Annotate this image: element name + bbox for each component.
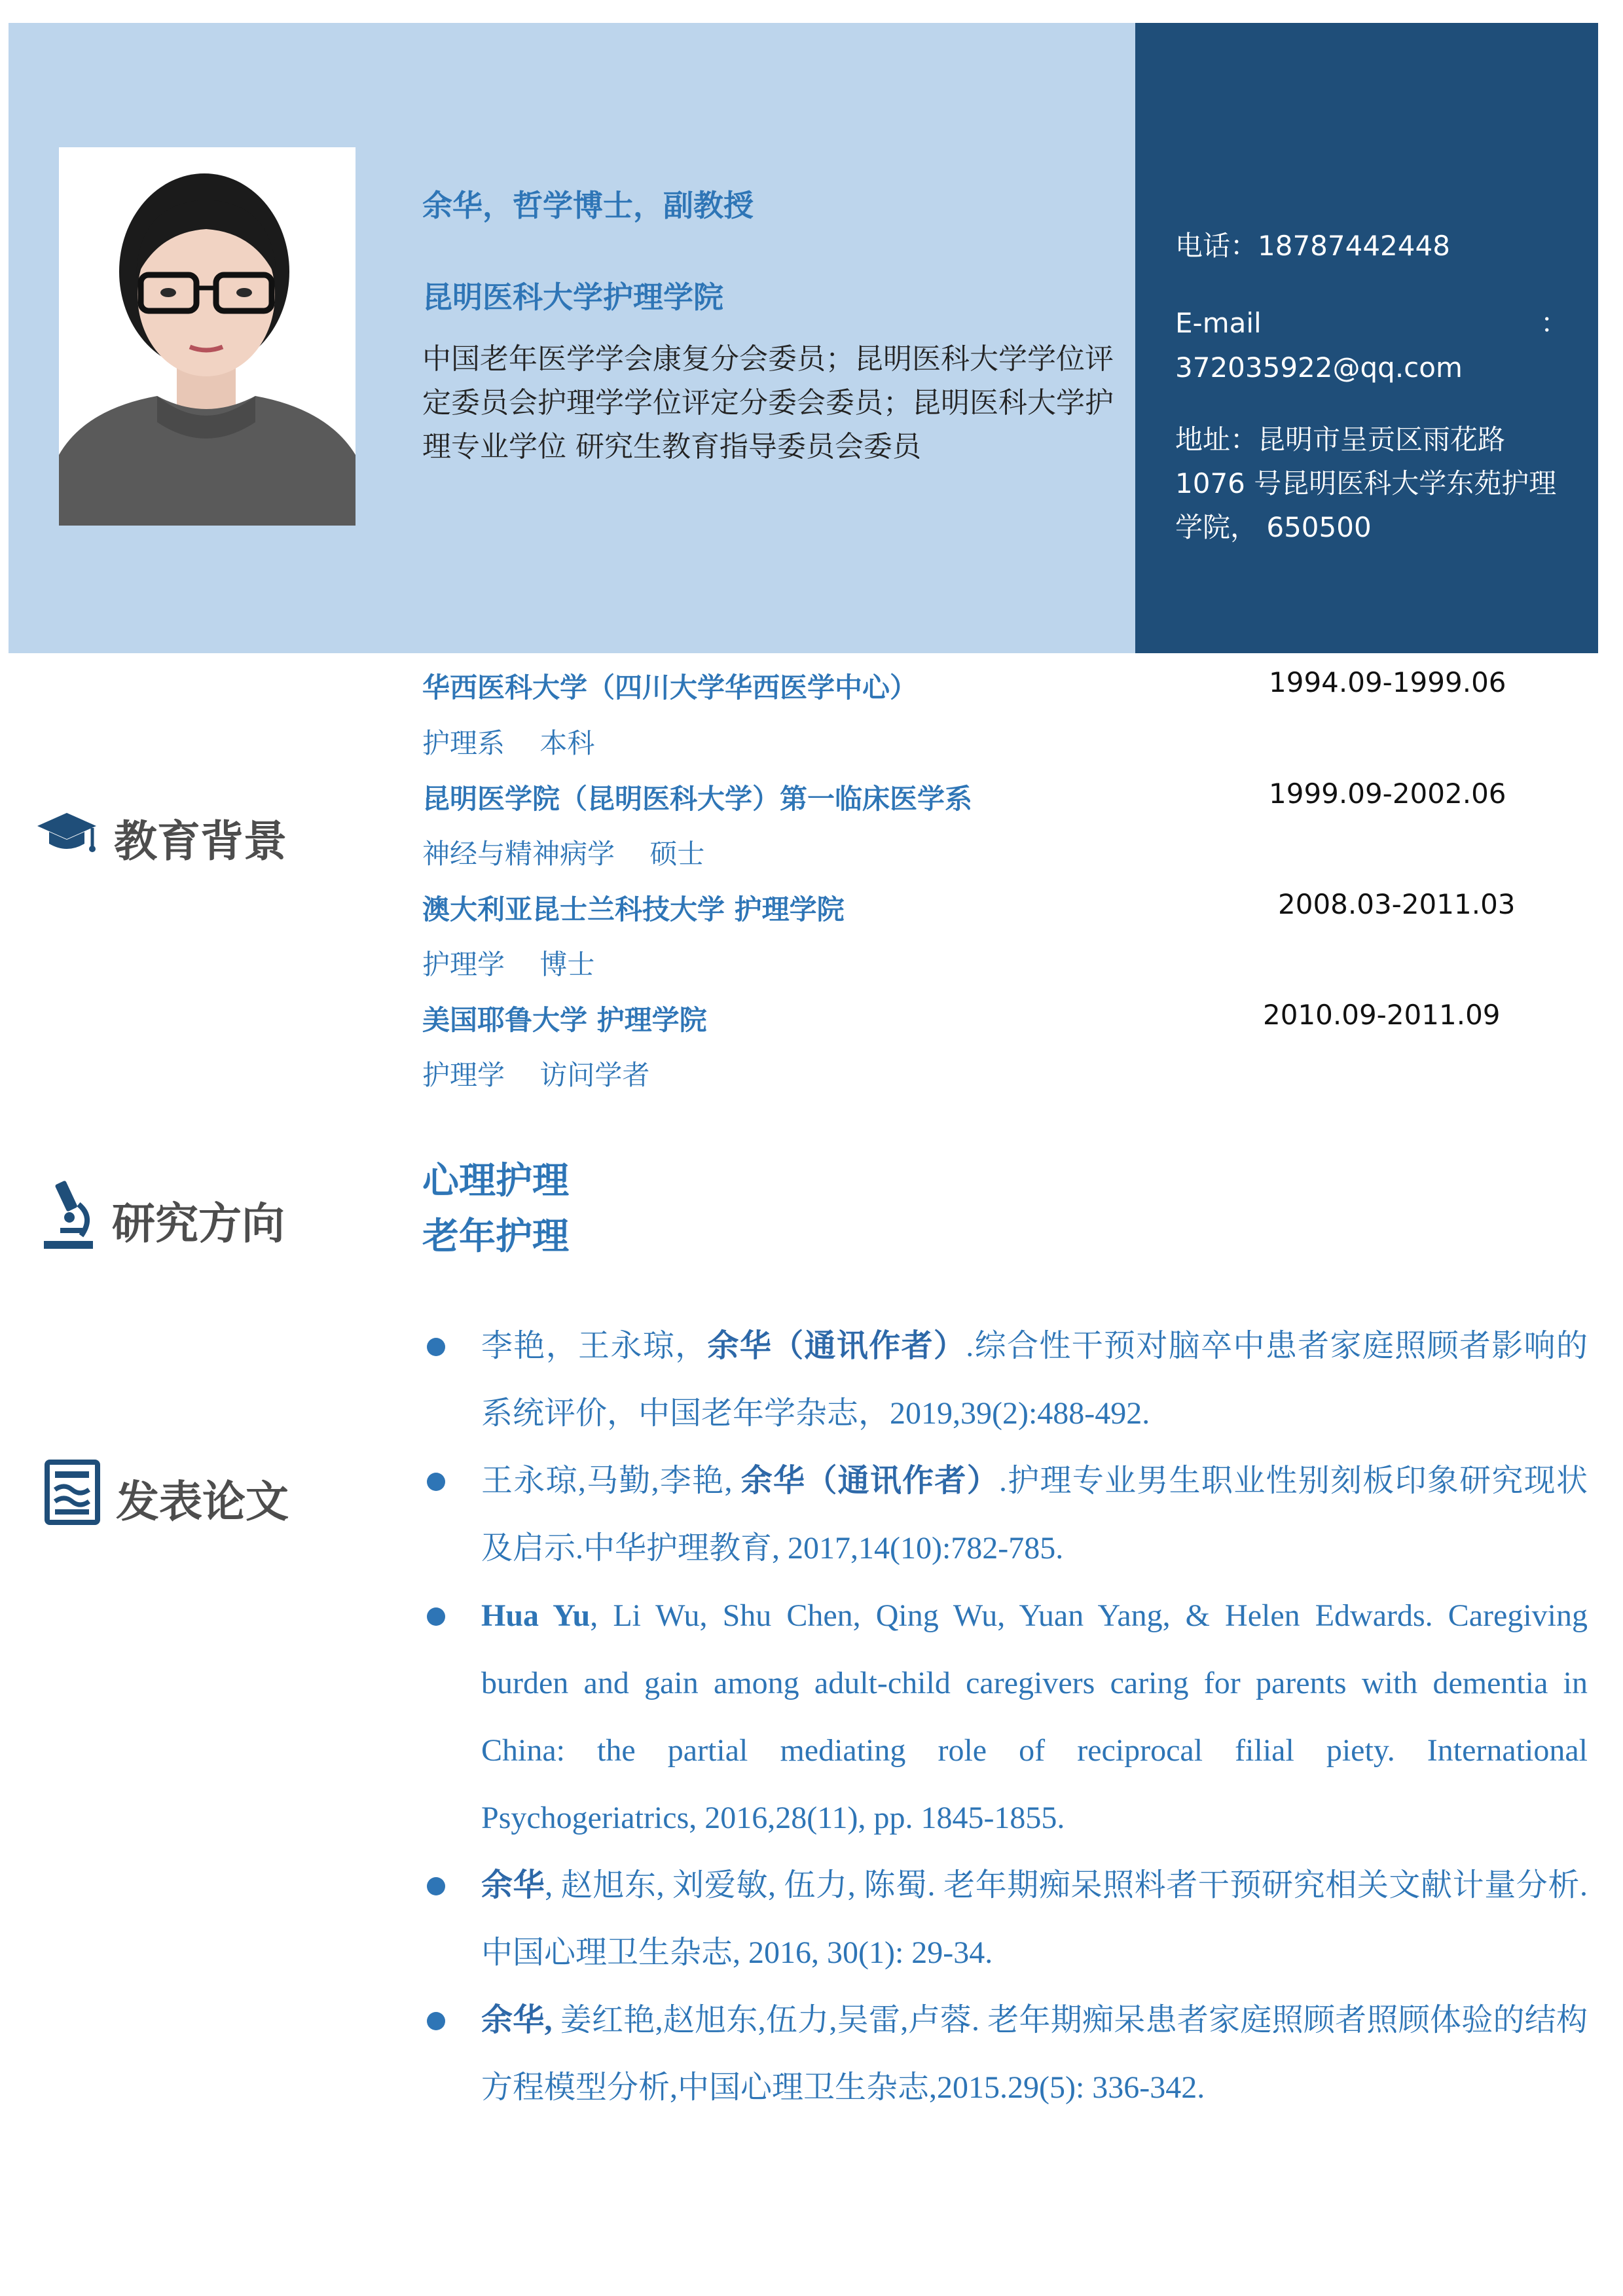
- edu-degree: 神经与精神病学 硕士: [422, 838, 705, 870]
- publication-item: [422, 1986, 1588, 2121]
- pub-highlight-author: 余华（通讯作者）: [707, 1329, 966, 1363]
- publication-item: [422, 1852, 1588, 1986]
- bullet-icon: [427, 2012, 445, 2030]
- email-value[interactable]: 372035922@qq.com: [1175, 351, 1463, 384]
- pub-citation: 姜红艳,赵旭东,伍力,吴雷,卢蓉. 老年期痴呆患者家庭照顾者照顾体验的结构方程模型分析,中国心理卫生杂志,2015.29(5): 336-342.: [481, 2003, 1588, 2105]
- email-colon: ：: [1540, 307, 1568, 339]
- edu-school: 华西医科大学（四川大学华西医学中心）: [422, 672, 918, 704]
- edu-degree: 护理系 本科: [422, 727, 595, 759]
- publication-item: [422, 1312, 1588, 1447]
- address-text: 地址：昆明市呈贡区雨花路1076 号昆明医科大学东苑护理学院， 650500: [1175, 423, 1557, 543]
- email-block: [1175, 301, 1568, 390]
- pub-authors: 王永琼,马勤,李艳,: [481, 1463, 741, 1498]
- publication-item: [422, 1582, 1588, 1852]
- section-education: [36, 806, 287, 869]
- graduation-cap-icon: [36, 810, 114, 866]
- research-direction: 心理护理: [422, 1160, 569, 1202]
- publication-list: [422, 1312, 1588, 2121]
- section-publications: [45, 1460, 289, 1535]
- pub-highlight-author: Hua Yu: [481, 1598, 591, 1633]
- pub-citation: .综合性干预对脑卒中患者家庭照顾者影响的系统评价，中国老年学杂志，2019,39(2):488-492.: [481, 1329, 1588, 1431]
- pub-citation: .护理专业男生职业性别刻板印象研究现状及启示.中华护理教育, 2017,14(10):782-785.: [481, 1463, 1588, 1566]
- phone-text: 电话：18787442448: [1175, 230, 1450, 262]
- publication-item: [422, 1447, 1588, 1582]
- pub-highlight-author: 余华,: [481, 2003, 553, 2037]
- roles-text: 中国老年医学学会康复分会委员；昆明医科大学学位评定委员会护理学学位评定分委会委员；昆明医科大学护理专业学位 研究生教育指导委员会委员: [422, 342, 1114, 463]
- pub-highlight-author: 余华: [481, 1868, 545, 1903]
- edu-date: 1994.09-1999.06: [1269, 666, 1506, 698]
- document-icon: [45, 1460, 116, 1535]
- bullet-icon: [427, 1338, 445, 1356]
- edu-school: 澳大利亚昆士兰科技大学 护理学院: [422, 893, 845, 925]
- institution: 昆明医科大学护理学院: [422, 279, 723, 315]
- email-label: E-mail: [1175, 307, 1262, 339]
- bullet-icon: [427, 1473, 445, 1491]
- section-research: [41, 1178, 285, 1261]
- research-direction: 老年护理: [422, 1215, 569, 1258]
- section-research-label: 研究方向: [112, 1198, 285, 1249]
- bullet-icon: [427, 1877, 445, 1895]
- edu-degree: 护理学 访问学者: [422, 1059, 650, 1091]
- edu-degree: 护理学 博士: [422, 948, 595, 980]
- section-education-label: 教育背景: [114, 816, 287, 867]
- pub-citation: , Li Wu, Shu Chen, Qing Wu, Yuan Yang, & Helen Edwards. Caregiving burden and gain among adult-child caregivers caring for parents with dementia in China: the partial mediating role of reciprocal filial piety. International Psychogeriatrics, 2016,28(11), pp. 1845-1855.: [481, 1598, 1588, 1835]
- edu-school: 昆明医学院（昆明医科大学）第一临床医学系: [422, 783, 973, 815]
- section-publications-label: 发表论文: [116, 1476, 289, 1527]
- pub-authors: 李艳，王永琼，: [481, 1329, 708, 1363]
- edu-date: 1999.09-2002.06: [1269, 778, 1506, 810]
- edu-date: 2010.09-2011.09: [1263, 999, 1501, 1031]
- profile-photo: [59, 147, 356, 526]
- microscope-icon: [41, 1178, 112, 1261]
- edu-school: 美国耶鲁大学 护理学院: [422, 1004, 707, 1036]
- bullet-icon: [427, 1607, 445, 1626]
- pub-highlight-author: 余华（通讯作者）: [740, 1463, 999, 1498]
- pub-citation: , 赵旭东, 刘爱敏, 伍力, 陈蜀. 老年期痴呆照料者干预研究相关文献计量分析. 中国心理卫生杂志, 2016, 30(1): 29-34.: [481, 1868, 1588, 1970]
- edu-date: 2008.03-2011.03: [1278, 888, 1516, 920]
- name-title: 余华，哲学博士，副教授: [422, 188, 754, 223]
